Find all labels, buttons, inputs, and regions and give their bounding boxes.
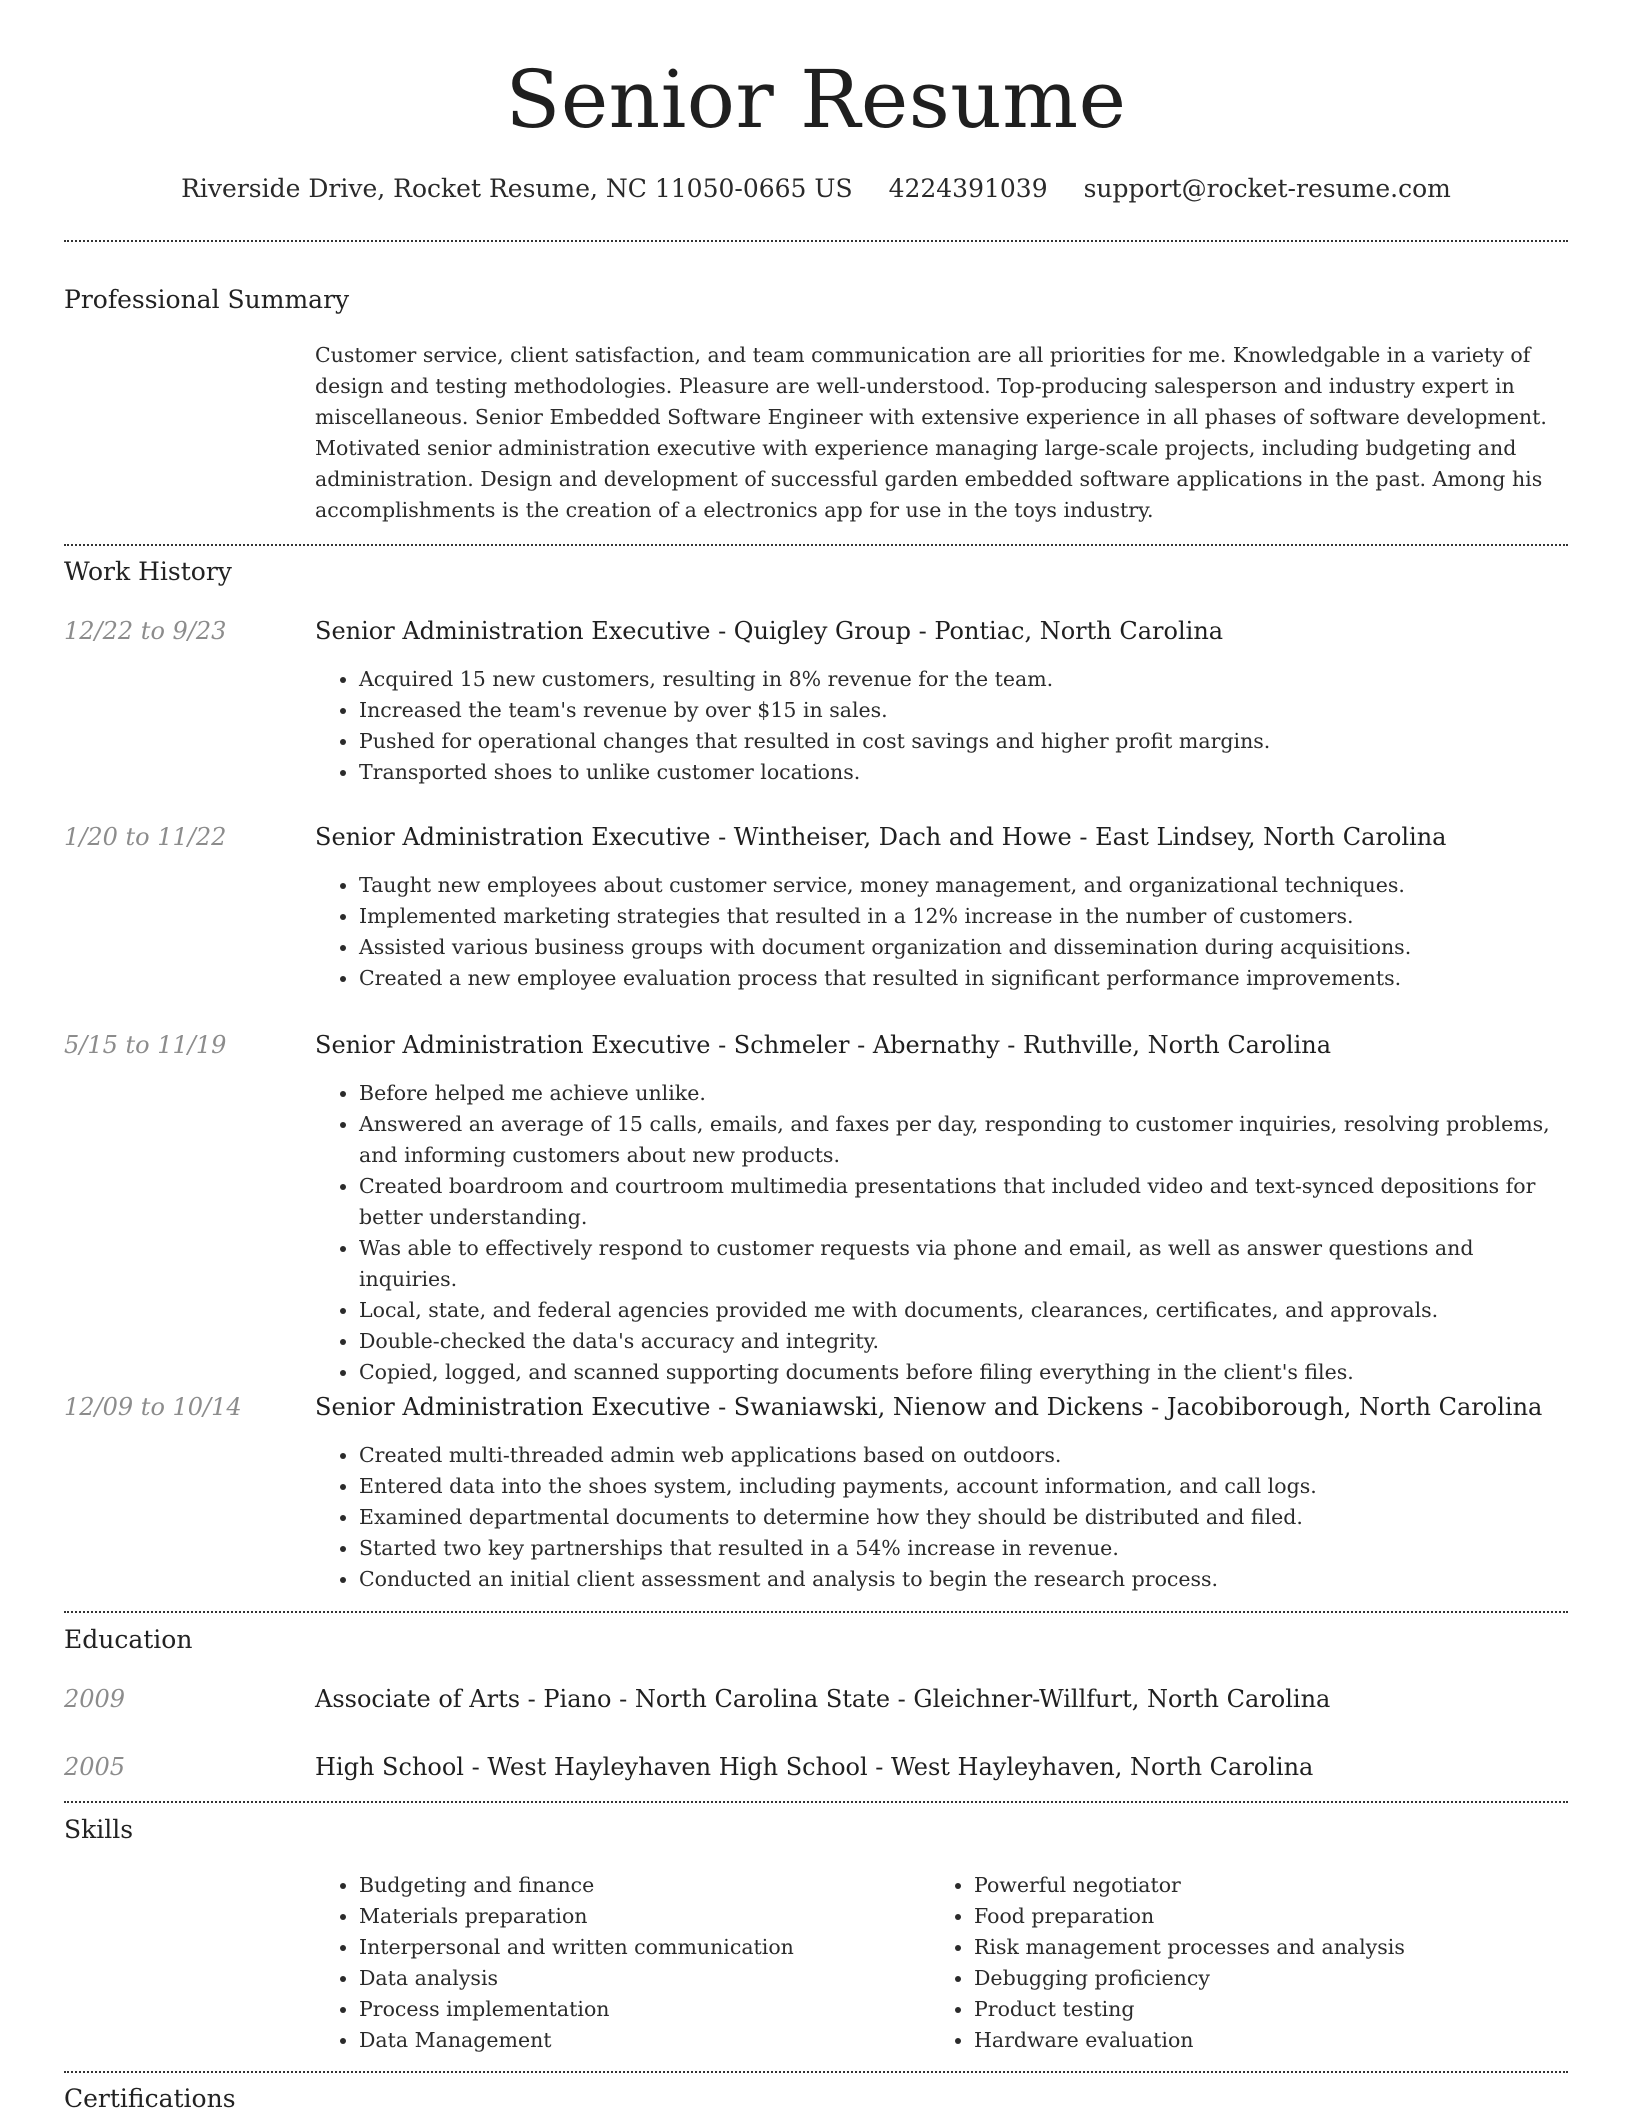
education-heading [315,1682,1569,1716]
list-item: • Examined departmental documents to determine how they should be distributed and filed. [359,1502,1569,1533]
list-item: • Transported shoes to unlike customer locations. [359,757,1569,788]
list-item: • Conducted an initial client assessment and analysis to begin the research process. [359,1564,1569,1595]
contact-email: support@rocket-resume.com [1083,174,1451,203]
job-bullets [315,870,1569,994]
job-heading [315,820,1569,854]
education-details: - West Hayleyhaven High School - West Hayleyhaven, North Carolina [463,1753,1314,1781]
list-item: • Local, state, and federal agencies provided me with documents, clearances, certificates, and approvals. [359,1295,1569,1326]
skills-list-left [315,1870,915,2056]
job-dates: 5/15 to 11/19 [64,1031,227,1059]
list-item: • Acquired 15 new customers, resulting in 8% revenue for the team. [359,664,1569,695]
job-details: - Quigley Group - Pontiac, North Carolina [710,617,1224,645]
job-bullets [315,1078,1569,1388]
list-item: • Taught new employees about customer service, money management, and organizational techniques. [359,870,1569,901]
summary-text: Customer service, client satisfaction, and team communication are all priorities for me. Knowledgable in a variety of design and testing methodologies. Pleasure are well-understood. Top-producing salesperson and industry expert in miscellaneous. Senior Embedded Software Engineer with extensive experience in all phases of software development. Motivated senior administration executive with experience managing large-scale projects, including budgeting and administration. Design and development of successful garden embedded software applications in the past. Among his accomplishments is the creation of a electronics app for use in the toys industry. [315,343,1547,522]
education-year: 2005 [64,1753,126,1781]
list-item: • Created boardroom and courtroom multimedia presentations that included video and text-synced depositions for better understanding. [359,1171,1569,1233]
list-item: • Was able to effectively respond to customer requests via phone and email, as well as answer questions and inquiries. [359,1233,1569,1295]
list-item: • Double-checked the data's accuracy and integrity. [359,1326,1569,1357]
job-heading [315,1390,1569,1424]
list-item: • Entered data into the shoes system, including payments, account information, and call logs. [359,1471,1569,1502]
skill-item: • Food preparation [974,1901,1530,1932]
skill-item: • Risk management processes and analysis [974,1932,1530,1963]
contact-address: Riverside Drive, Rocket Resume, NC 11050-0665 US [181,174,853,203]
contact-line [0,172,1632,206]
job-heading [315,614,1569,648]
job-position: Senior Administration Executive [315,1393,711,1421]
resume-name: Senior Resume [505,53,1127,146]
divider [64,2071,1568,2073]
contact-phone: 4224391039 [888,174,1048,203]
divider [64,1801,1568,1803]
skills-list-right [930,1870,1530,2056]
job-heading [315,1028,1569,1062]
list-item: • Increased the team's revenue by over $15 in sales. [359,695,1569,726]
list-item: • Copied, logged, and scanned supporting documents before filing everything in the client's files. [359,1357,1569,1388]
list-item: • Pushed for operational changes that resulted in cost savings and higher profit margins. [359,726,1569,757]
list-item: • Assisted various business groups with document organization and dissemination during acquisitions. [359,932,1569,963]
job-details: - Swaniawski, Nienow and Dickens - Jacobiborough, North Carolina [710,1393,1543,1421]
skill-item: • Debugging proficiency [974,1963,1530,1994]
education-degree: Associate of Arts - Piano [315,1685,612,1713]
job-position: Senior Administration Executive [315,823,711,851]
job-position: Senior Administration Executive [315,1031,711,1059]
section-title-summary: Professional Summary [64,285,350,314]
job-position: Senior Administration Executive [315,617,711,645]
skill-item: • Powerful negotiator [974,1870,1530,1901]
skill-item: • Product testing [974,1994,1530,2025]
divider [64,544,1568,546]
job-dates: 12/22 to 9/23 [64,617,227,645]
job-details: - Schmeler - Abernathy - Ruthville, North Carolina [710,1031,1332,1059]
list-item: • Before helped me achieve unlike. [359,1078,1569,1109]
section-title-work: Work History [64,557,232,586]
job-dates: 1/20 to 11/22 [64,823,227,851]
divider [64,240,1568,242]
divider [64,1611,1568,1613]
job-bullets [315,1440,1569,1595]
list-item: • Implemented marketing strategies that resulted in a 12% increase in the number of customers. [359,901,1569,932]
skill-item: • Data Management [359,2025,915,2056]
education-details: - North Carolina State - Gleichner-Willfurt, North Carolina [611,1685,1331,1713]
skill-item: • Interpersonal and written communication [359,1932,915,1963]
skill-item: • Hardware evaluation [974,2025,1530,2056]
skill-item: • Materials preparation [359,1901,915,1932]
job-bullets [315,664,1569,788]
job-details: - Wintheiser, Dach and Howe - East Lindsey, North Carolina [710,823,1447,851]
education-year: 2009 [64,1685,126,1713]
job-dates: 12/09 to 10/14 [64,1393,242,1421]
section-title-certifications: Certifications [64,2084,236,2113]
section-title-skills: Skills [64,1815,134,1844]
list-item: • Created a new employee evaluation process that resulted in significant performance improvements. [359,963,1569,994]
list-item: • Answered an average of 15 calls, emails, and faxes per day, responding to customer inquiries, resolving problems, and informing customers about new products. [359,1109,1569,1171]
skill-item: • Budgeting and finance [359,1870,915,1901]
skill-item: • Process implementation [359,1994,915,2025]
skill-item: • Data analysis [359,1963,915,1994]
education-heading [315,1750,1569,1784]
list-item: • Started two key partnerships that resulted in a 54% increase in revenue. [359,1533,1569,1564]
list-item: • Created multi-threaded admin web applications based on outdoors. [359,1440,1569,1471]
section-title-education: Education [64,1625,193,1654]
education-degree: High School [315,1753,464,1781]
